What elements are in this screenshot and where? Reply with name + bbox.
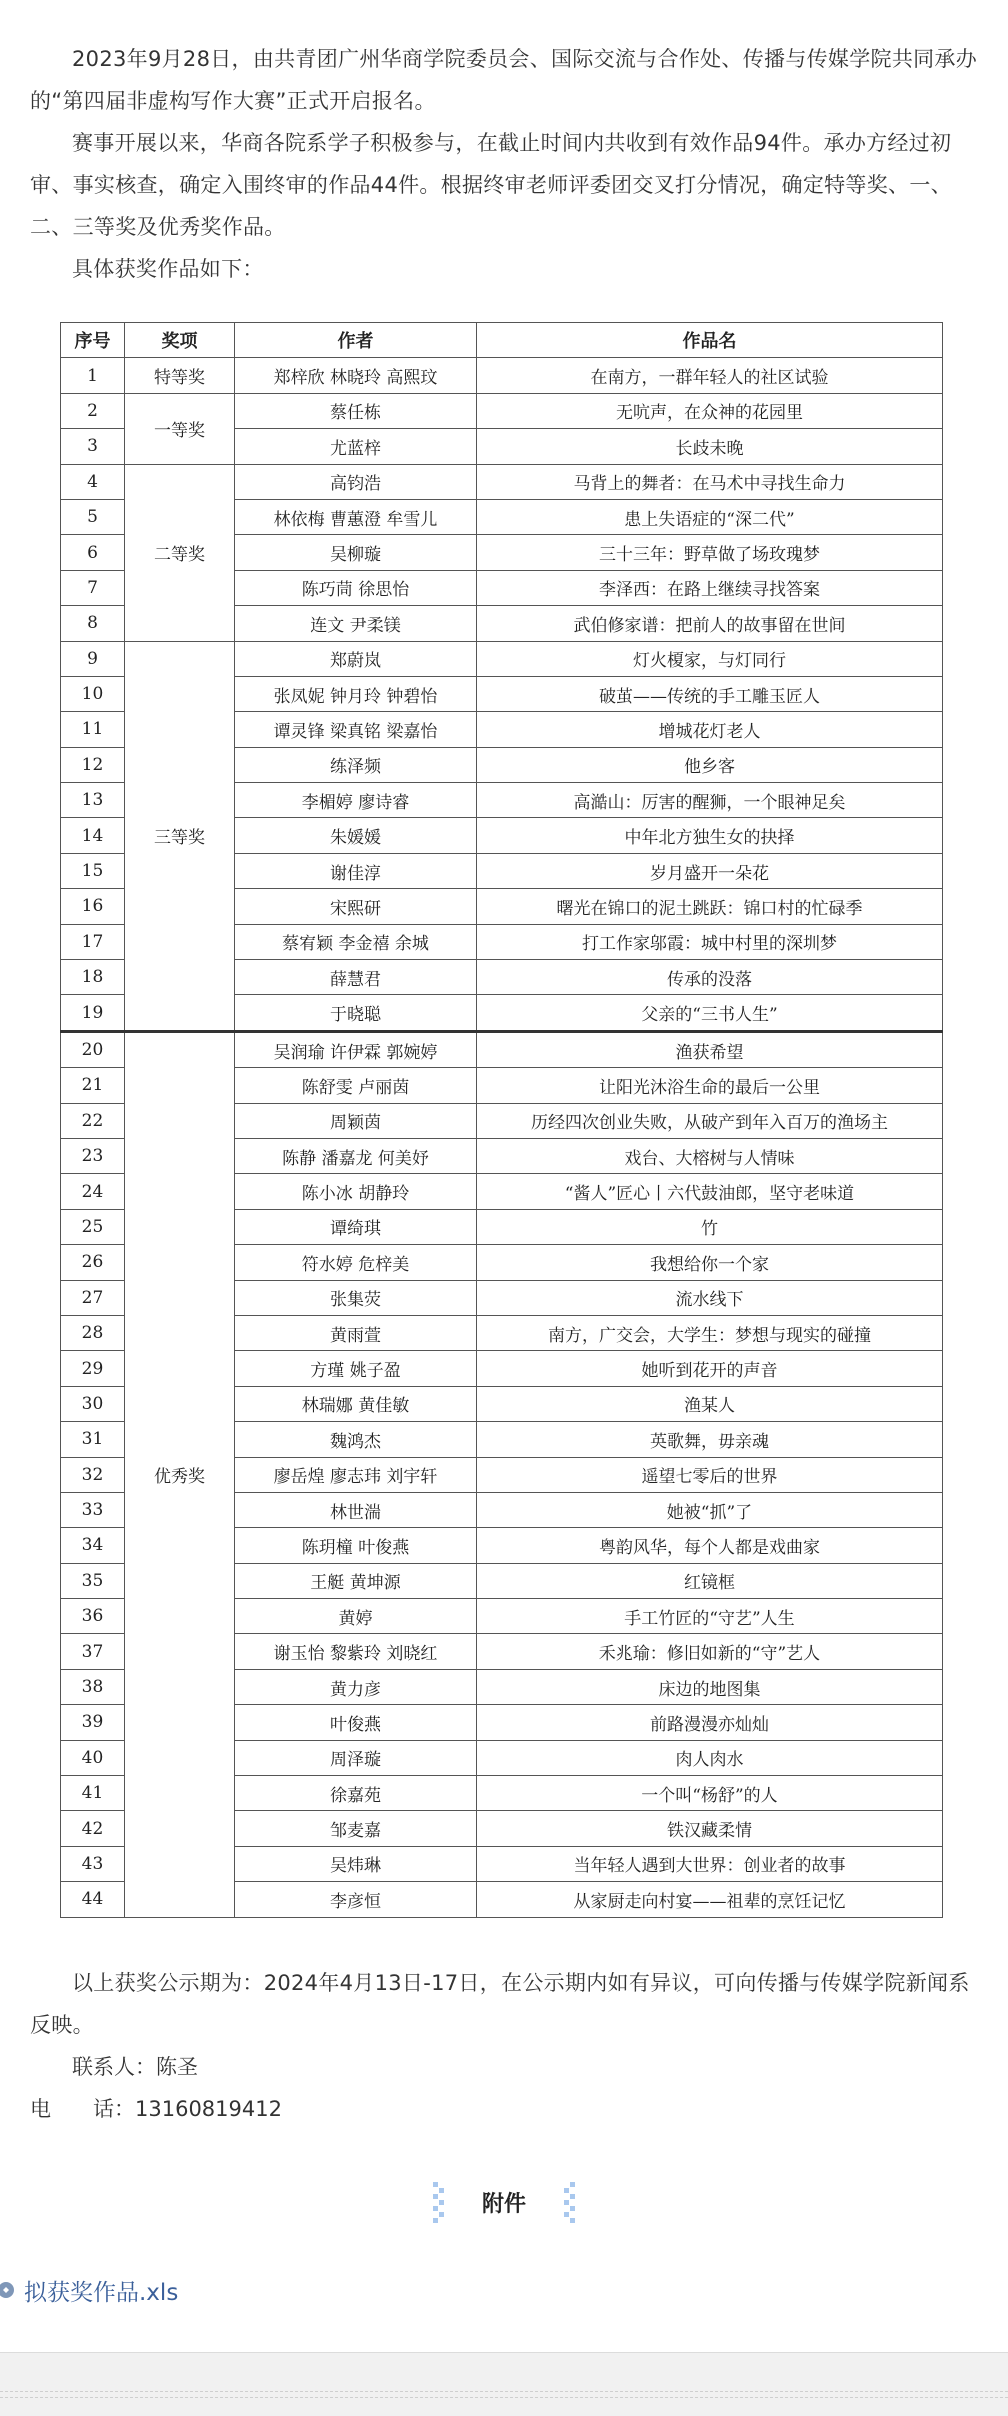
cell-author: 谢玉怡 黎紫玲 刘晓红 [235, 1634, 477, 1669]
cell-no: 30 [61, 1386, 125, 1421]
cell-author: 于晓聪 [235, 995, 477, 1031]
cell-no: 5 [61, 499, 125, 534]
cell-author: 张集荧 [235, 1280, 477, 1315]
header-author: 作者 [235, 323, 477, 358]
cell-title: 历经四次创业失败，从破产到年入百万的渔场主 [477, 1103, 943, 1138]
table-row [61, 464, 943, 499]
cell-no: 14 [61, 818, 125, 853]
cell-author: 蔡宥颖 李金禧 余城 [235, 924, 477, 959]
cell-author: 高钧浩 [235, 464, 477, 499]
cell-author: 邹麦嘉 [235, 1811, 477, 1846]
cell-author: 魏鸿杰 [235, 1422, 477, 1457]
cell-no: 36 [61, 1599, 125, 1634]
cell-title: 曙光在锦口的泥土跳跃：锦口村的忙碌季 [477, 889, 943, 924]
header-title: 作品名 [477, 323, 943, 358]
cell-no: 21 [61, 1068, 125, 1103]
cell-award: 一等奖 [125, 393, 235, 464]
cell-title: 铁汉藏柔情 [477, 1811, 943, 1846]
cell-title: 让阳光沐浴生命的最后一公里 [477, 1068, 943, 1103]
cell-author: 朱媛媛 [235, 818, 477, 853]
cell-title: 渔获希望 [477, 1031, 943, 1067]
cell-title: 打工作家邬霞：城中村里的深圳梦 [477, 924, 943, 959]
cell-no: 27 [61, 1280, 125, 1315]
cell-no: 40 [61, 1740, 125, 1775]
cell-title: 高澔山：厉害的醒狮，一个眼神足矣 [477, 783, 943, 818]
awards-table-container [60, 322, 942, 1918]
cell-title: 禾兆瑜：修旧如新的“守”艺人 [477, 1634, 943, 1669]
cell-author: 黄力彦 [235, 1669, 477, 1704]
cell-author: 叶俊燕 [235, 1705, 477, 1740]
cell-no: 10 [61, 676, 125, 711]
left-bracket-icon [432, 2180, 446, 2224]
phone-label-a: 电 [30, 2097, 51, 2121]
cell-no: 3 [61, 429, 125, 464]
intro-paragraph-1: 2023年9月28日，由共青团广州华商学院委员会、国际交流与合作处、传播与传媒学院共同承办的“第四届非虚构写作大赛”正式开启报名。 [30, 47, 978, 113]
attachment-file-name[interactable]: 拟获奖作品.xls [24, 2279, 179, 2306]
cell-author: 郑梓欣 林晓玲 高熙玟 [235, 358, 477, 393]
cell-title: 南方，广交会，大学生：梦想与现实的碰撞 [477, 1315, 943, 1350]
cell-no: 4 [61, 464, 125, 499]
cell-author: 廖岳煌 廖志玮 刘宇轩 [235, 1457, 477, 1492]
cell-no: 39 [61, 1705, 125, 1740]
cell-no: 17 [61, 924, 125, 959]
footer-divider [0, 2397, 1008, 2398]
cell-title: 中年北方独生女的抉择 [477, 818, 943, 853]
cell-author: 吴柳璇 [235, 535, 477, 570]
cell-title: 竹 [477, 1209, 943, 1244]
cell-no: 42 [61, 1811, 125, 1846]
cell-title: 长歧未晚 [477, 429, 943, 464]
cell-no: 23 [61, 1138, 125, 1173]
cell-award: 二等奖 [125, 464, 235, 641]
cell-author: 方瑾 姚子盈 [235, 1351, 477, 1386]
footer-divider [0, 2391, 1008, 2392]
cell-title: 粤韵风华，每个人都是戏曲家 [477, 1528, 943, 1563]
cell-title: 英歌舞，毋亲魂 [477, 1422, 943, 1457]
cell-title: 患上失语症的“深二代” [477, 499, 943, 534]
cell-author: 陈巧茼 徐思怡 [235, 570, 477, 605]
cell-title: 红镜框 [477, 1563, 943, 1598]
cell-no: 11 [61, 712, 125, 747]
cell-author: 陈玥橦 叶俊燕 [235, 1528, 477, 1563]
cell-no: 18 [61, 960, 125, 995]
cell-no: 12 [61, 747, 125, 782]
cell-title: 遥望七零后的世界 [477, 1457, 943, 1492]
cell-title: 从家厨走向村宴——祖辈的烹饪记忆 [477, 1882, 943, 1917]
table-row [61, 1031, 943, 1067]
cell-author: 蔡任栋 [235, 393, 477, 428]
cell-title: 马背上的舞者：在马术中寻找生命力 [477, 464, 943, 499]
cell-award: 三等奖 [125, 641, 235, 1031]
cell-no: 16 [61, 889, 125, 924]
cell-title: 她被“抓”了 [477, 1492, 943, 1527]
cell-title: 父亲的“三书人生” [477, 995, 943, 1031]
cell-no: 1 [61, 358, 125, 393]
cell-author: 宋熙研 [235, 889, 477, 924]
cell-title: 当年轻人遇到大世界：创业者的故事 [477, 1846, 943, 1881]
right-bracket-icon [562, 2180, 576, 2224]
cell-no: 35 [61, 1563, 125, 1598]
cell-author: 陈静 潘嘉龙 何美妤 [235, 1138, 477, 1173]
cell-author: 谭绮琪 [235, 1209, 477, 1244]
footer-bar [0, 2352, 1008, 2416]
cell-title: 她听到花开的声音 [477, 1351, 943, 1386]
attachment-file-icon [0, 2281, 18, 2299]
cell-no: 19 [61, 995, 125, 1031]
phone-label-b: 话： [93, 2097, 135, 2121]
cell-title: 传承的没落 [477, 960, 943, 995]
cell-no: 34 [61, 1528, 125, 1563]
cell-title: “酱人”匠心丨六代鼓油郎，坚守老味道 [477, 1174, 943, 1209]
cell-no: 32 [61, 1457, 125, 1492]
cell-title: 床边的地图集 [477, 1669, 943, 1704]
cell-no: 38 [61, 1669, 125, 1704]
intro-paragraph-3: 具体获奖作品如下： [72, 257, 264, 281]
cell-author: 练泽频 [235, 747, 477, 782]
cell-author: 张凤妮 钟月玲 钟碧怡 [235, 676, 477, 711]
attachment-file-link[interactable] [0, 2270, 178, 2310]
cell-no: 25 [61, 1209, 125, 1244]
cell-no: 43 [61, 1846, 125, 1881]
header-award: 奖项 [125, 323, 235, 358]
cell-no: 7 [61, 570, 125, 605]
attachment-heading [0, 2172, 1008, 2232]
cell-author: 黄雨萱 [235, 1315, 477, 1350]
awards-table [60, 322, 943, 1918]
cell-title: 手工竹匠的“守艺”人生 [477, 1599, 943, 1634]
cell-title: 三十三年：野草做了场玫瑰梦 [477, 535, 943, 570]
cell-author: 符水婷 危梓美 [235, 1245, 477, 1280]
table-row [61, 393, 943, 428]
cell-title: 一个叫“杨舒”的人 [477, 1776, 943, 1811]
cell-author: 吴炜琳 [235, 1846, 477, 1881]
contact-name: 陈圣 [156, 2055, 198, 2079]
cell-author: 李彦恒 [235, 1882, 477, 1917]
cell-author: 尤蓝梓 [235, 429, 477, 464]
phone-line [30, 2088, 978, 2130]
cell-no: 15 [61, 853, 125, 888]
notice-paragraph: 以上获奖公示期为：2024年4月13日-17日，在公示期内如有异议，可向传播与传媒学院新闻系反映。 [30, 1971, 970, 2037]
table-header-row [61, 323, 943, 358]
awards-table-body [61, 358, 943, 1917]
cell-title: 破茧——传统的手工雕玉匠人 [477, 676, 943, 711]
cell-title: 我想给你一个家 [477, 1245, 943, 1280]
cell-author: 陈舒雯 卢丽茵 [235, 1068, 477, 1103]
phone-number[interactable]: 13160819412 [135, 2097, 282, 2121]
cell-no: 8 [61, 606, 125, 641]
contact-line [30, 2046, 978, 2088]
cell-author: 谭灵锋 梁真铭 梁嘉怡 [235, 712, 477, 747]
cell-author: 李楣婷 廖诗睿 [235, 783, 477, 818]
cell-title: 增城花灯老人 [477, 712, 943, 747]
cell-author: 周泽璇 [235, 1740, 477, 1775]
cell-no: 33 [61, 1492, 125, 1527]
cell-title: 流水线下 [477, 1280, 943, 1315]
cell-title: 岁月盛开一朵花 [477, 853, 943, 888]
cell-title: 他乡客 [477, 747, 943, 782]
cell-title: 灯火榎家，与灯同行 [477, 641, 943, 676]
cell-no: 13 [61, 783, 125, 818]
cell-title: 在南方，一群年轻人的社区试验 [477, 358, 943, 393]
header-no: 序号 [61, 323, 125, 358]
cell-no: 28 [61, 1315, 125, 1350]
table-row [61, 358, 943, 393]
cell-title: 前路漫漫亦灿灿 [477, 1705, 943, 1740]
cell-no: 29 [61, 1351, 125, 1386]
cell-author: 谢佳淳 [235, 853, 477, 888]
cell-author: 徐嘉苑 [235, 1776, 477, 1811]
cell-title: 肉人肉水 [477, 1740, 943, 1775]
cell-no: 41 [61, 1776, 125, 1811]
cell-author: 薛慧君 [235, 960, 477, 995]
cell-author: 黄婷 [235, 1599, 477, 1634]
closing-section [30, 1962, 978, 2130]
cell-author: 王艇 黄坤源 [235, 1563, 477, 1598]
cell-author: 吴润瑜 许伊霖 郭婉婷 [235, 1031, 477, 1067]
cell-no: 22 [61, 1103, 125, 1138]
cell-author: 连文 尹柔镁 [235, 606, 477, 641]
cell-award: 特等奖 [125, 358, 235, 393]
cell-no: 6 [61, 535, 125, 570]
cell-no: 31 [61, 1422, 125, 1457]
contact-label: 联系人： [72, 2055, 156, 2079]
intro-section [30, 38, 978, 290]
cell-no: 2 [61, 393, 125, 428]
cell-author: 陈小冰 胡静玲 [235, 1174, 477, 1209]
cell-no: 37 [61, 1634, 125, 1669]
cell-no: 24 [61, 1174, 125, 1209]
attachment-title: 附件 [481, 2191, 526, 2217]
cell-title: 无吭声，在众神的花园里 [477, 393, 943, 428]
cell-no: 9 [61, 641, 125, 676]
cell-title: 李泽西：在路上继续寻找答案 [477, 570, 943, 605]
table-row [61, 641, 943, 676]
cell-title: 戏台、大榕树与人情味 [477, 1138, 943, 1173]
cell-no: 26 [61, 1245, 125, 1280]
cell-author: 郑蔚岚 [235, 641, 477, 676]
cell-author: 林瑞娜 黄佳敏 [235, 1386, 477, 1421]
cell-award: 优秀奖 [125, 1031, 235, 1917]
cell-title: 武伯修家谱：把前人的故事留在世间 [477, 606, 943, 641]
cell-author: 林依梅 曹蕙澄 牟雪儿 [235, 499, 477, 534]
cell-no: 20 [61, 1031, 125, 1067]
cell-author: 林世湍 [235, 1492, 477, 1527]
intro-paragraph-2: 赛事开展以来，华商各院系学子积极参与，在截止时间内共收到有效作品94件。承办方经过初审、事实核查，确定入围终审的作品44件。根据终审老师评委团交叉打分情况，确定特等奖、一、二、三等奖及优秀奖作品。 [30, 131, 952, 239]
cell-author: 周颖茵 [235, 1103, 477, 1138]
cell-title: 渔某人 [477, 1386, 943, 1421]
cell-no: 44 [61, 1882, 125, 1917]
